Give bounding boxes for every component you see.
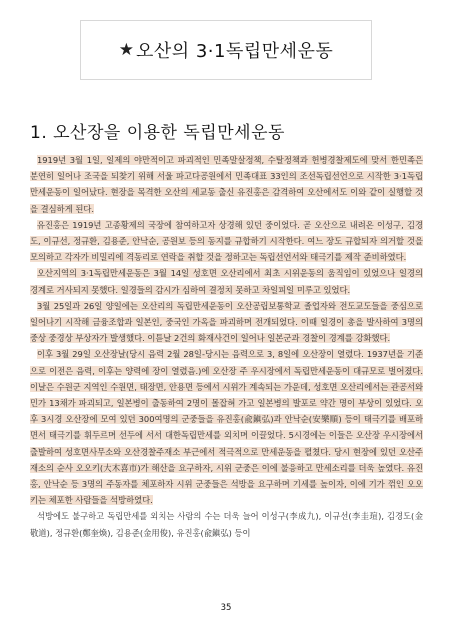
star-icon: ★ [118, 40, 134, 60]
section-heading: 1. 오산장을 이용한 독립만세운동 [30, 123, 285, 143]
title-box [80, 20, 372, 80]
paragraph [30, 152, 423, 217]
paragraph [30, 508, 423, 540]
paragraph [30, 217, 423, 266]
text-run: 이후 3월 29일 오산장날(당시 음력 2월 28일-당시는 음력으로 3, 8일에 오산장이 열렸다. 1937년을 기준으로 이전은 음력, 이후는 양력에 장이 열렸음.)에 오산장 주 우시장에서 독립만세운동이 대규모로 벌어졌다. 이날은 수원군 지역인 수원면, 태장면, 안용면 등에서 시위가 계속되는 가운데, 성호면 오산리에서는 관공서와 민가 13채가 파괴되고, 일본병이 출동하여 2명이 몰잡혀 가고 일본병의 발포로 약간 명이 부상이 있었다. 오후 3시경 오산장에 모여 있던 300여명의 군중들을 유진홍(兪鎭弘)과 안낙순(安樂順) 등이 태극기를 배포하면서 태극기를 휘두르며 선두에 서서 대한독립만세를 외치며 이끌었다. 5시경에는 이들은 오산장 우시장에서 출발하여 성호면사무소와 오산경찰주재소 부근에서 적극적으로 만세운동을 펼쳤다. 당시 현장에 있던 오산주재소의 순사 오오키(大木喜市)가 해산을 요구하자, 시위 군중은 이에 불응하고 만세소리를 더욱 높였다. 유진홍, 안낙순 등 3명의 주동자를 체포하자 시위 군중들은 석방을 요구하며 기세를 높이자, 이에 기가 꺾인 오오키는 체포한 사람들을 석방하였다. [30, 349, 423, 506]
text-run: 오산지역의 3·1독립만세운동은 3월 14일 성호면 오산리에서 최초 시위운동의 움직임이 있었으나 일경의 경계로 거사되지 못했다. 일경들의 감시가 심하여 결정치 못하고 차일피일 미루고 있었다. [30, 268, 423, 295]
body-text [30, 152, 423, 541]
paragraph [30, 298, 423, 347]
text-run: 유진홍은 1919년 고종황제의 국장에 참여하고자 상경해 있던 중이었다. 곧 오산으로 내려온 이성구, 김경도, 이규선, 정규환, 김용준, 안낙순, 공원보 등의 동지를 규합하기 시작한다. 여느 장도 규합되자 의거할 것을 모의하고 각자가 비밀리에 격동리로 연락을 취할 것을 정하고는 독립선언서와 태극기를 제작 준비하였다. [30, 219, 423, 263]
text-run: 1919년 3월 1일, 일제의 야만적이고 파괴적인 민족말살정책, 수탈정책과 헌병경찰제도에 맞서 한민족은 분연히 일어나 조국을 되찾기 위해 서울 파고다공원에서 민족대표 33인의 조선독립선언으로 시작한 3·1독립만세운동이 일어났다. 현장을 목격한 오산의 세교동 출신 유진홍은 감격하여 오산에서도 이와 같이 실행할 것을 결심하게 된다. [30, 155, 423, 214]
page-number: 35 [220, 603, 232, 613]
paragraph [30, 265, 423, 297]
text-run: 3월 25일과 26일 양일에는 오산리의 독립만세운동이 오산공립보통학교 졸업자와 전도교도들을 중심으로 일어나기 시작해 금융조합과 일본인, 중국인 가옥을 파괴하며 전개되었다. 이때 일경이 총을 발사하여 3명의 중상 중경상 부상자가 발생했다. 이튿날 2건의 화재사건이 일어나 일본군과 경찰이 경계를 강화했다. [30, 300, 423, 344]
paragraph [30, 346, 423, 508]
text-run: 석방에도 불구하고 독립만세를 외치는 사람의 수는 더욱 늘어 이성구(李成九), 이규선(李圭瑄), 김경도(金敬道), 정규환(鄭奎煥), 김용준(金用俊), 유진홍(兪鎭弘) 등이 [30, 511, 423, 538]
page-title: 오산의 3·1독립만세운동 [135, 41, 334, 62]
